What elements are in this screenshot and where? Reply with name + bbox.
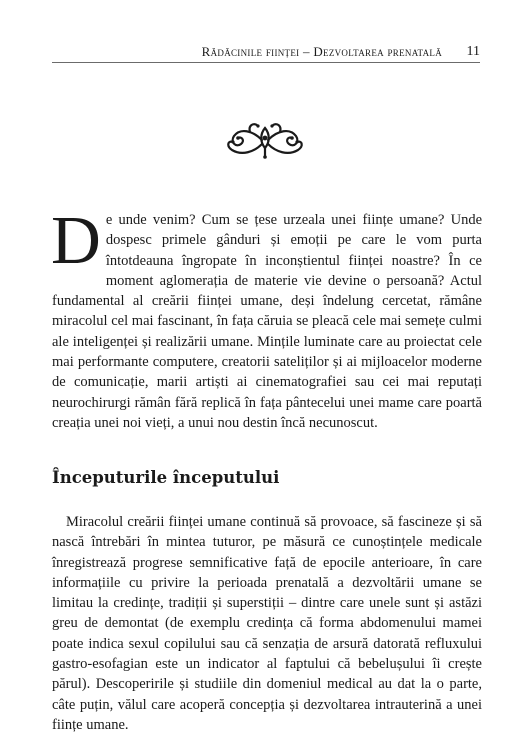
section-heading: Începuturile începutului — [52, 468, 280, 487]
intro-text: e unde venim? Cum se țese urzeala unei ființe umane? Unde dospesc primele gânduri și emoții pe care le vom purta întotdeauna îngropate în inconștientul ființei noastre? În ce moment aglomerația de materie vie devine o persoană? Actul fundamental al creării ființei umane, deși îndelung cercetat, rămâne miracolul cel mai fascinant, în fața căruia se pleacă cele mai semețe culmi ale inteligenței și realizării umane. Mințile luminate care au proiectat cele mai performante computere, creatorii sateliților și ai mijloacelor moderne de comunicație, marii artiști ai cinematografiei sau cei mai reputați neurochirurgi rămân fără replică în fața pântecelui unei mame care poartă creația unei noi vieți, a unui nou destin încă necunoscut. — [52, 212, 482, 431]
running-title: Rădăcinile ființei – Dezvoltarea prenatală — [201, 44, 442, 59]
running-header — [52, 44, 480, 63]
fleuron-ornament-icon — [222, 120, 308, 162]
body-paragraph: Miracolul creării ființei umane continuă să provoace, să fascineze și să nască întrebări în mintea tuturor, pe măsură ce cunoștințele medicale înregistrează progrese semnificative față de epocile anterioare, în care informațiile cu privire la perioada prenatală a dezvoltării umane se limitau la credințe, tradiții și superstiții – dintre care unele sunt și astăzi greu de demontat (de exemplu credința că forma abdomenului mamei poate indica sexul copilului sau că senzația de arsură datorată refluxului gastro-esofagian este un indicator al faptului că bebelușului îi crește părul). Descoperirile și studiile din domeniul medical au dat la o parte, câte puțin, vălul care acoperă concepția și dezvoltarea intrauterină a unei ființe umane. — [52, 514, 482, 733]
drop-cap: D — [51, 202, 101, 278]
intro-paragraph — [51, 202, 482, 433]
page-number: 11 — [466, 44, 480, 59]
